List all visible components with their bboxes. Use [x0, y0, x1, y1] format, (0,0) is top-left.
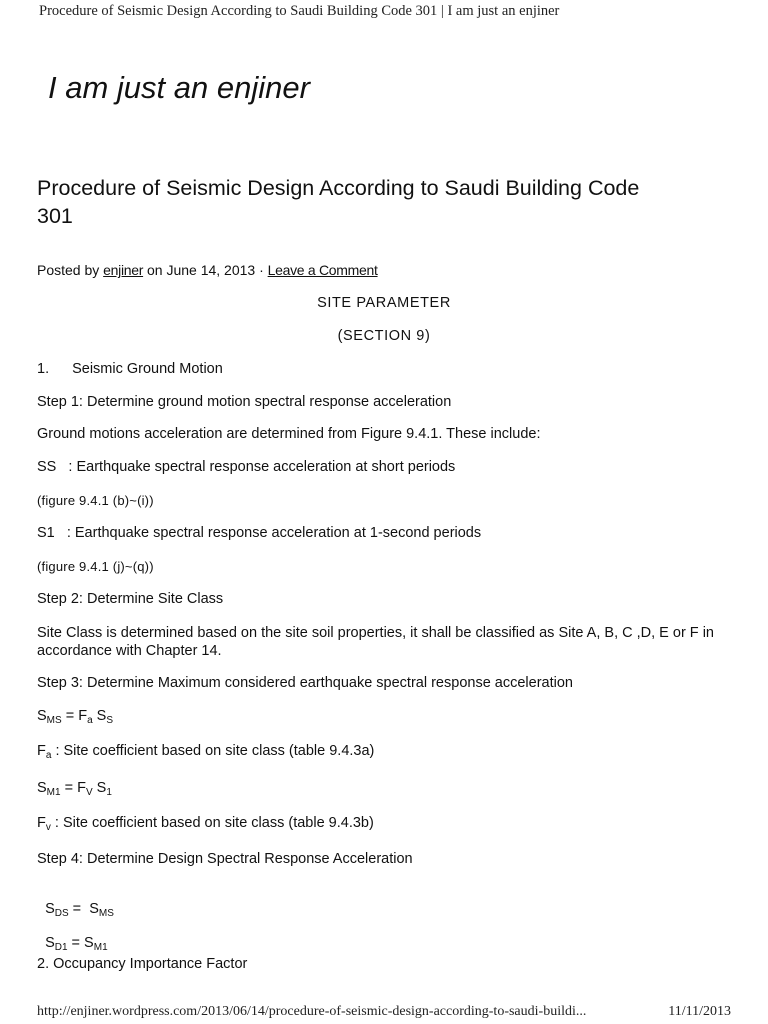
list-item-occupancy-importance: 2. Occupancy Importance Factor	[37, 956, 248, 972]
ground-motions-text: Ground motions acceleration are determined from Figure 9.4.1. These include:	[37, 426, 541, 442]
step-2: Step 2: Determine Site Class	[37, 591, 224, 607]
step-1: Step 1: Determine ground motion spectral response acceleration	[37, 394, 452, 410]
print-header: Procedure of Seismic Design According to Saudi Building Code 301 | I am just an enjiner	[39, 3, 560, 19]
section-heading: SITE PARAMETER	[317, 295, 451, 311]
leave-comment-link[interactable]: Leave a Comment	[267, 262, 378, 278]
post-title: Procedure of Seismic Design According to Saudi Building Code 301	[37, 176, 640, 228]
ss-definition: SS : Earthquake spectral response acceleration at short periods	[37, 459, 456, 475]
posted-by-label: Posted by	[37, 262, 100, 278]
list-item-number: 1.	[37, 361, 50, 377]
print-date: 11/11/2013	[668, 1004, 731, 1019]
list-item-text: Seismic Ground Motion	[72, 361, 223, 377]
print-footer	[37, 1004, 731, 1020]
site-title[interactable]: I am just an enjiner	[48, 70, 310, 105]
equation-sm1: $S_{M1} = F_V$ $S_1$	[37, 780, 112, 798]
s1-figure-ref: (figure 9.4.1 (j)~(q))	[37, 559, 154, 574]
equation-sms: $S_{MS} = F_a$ $S_S$	[37, 708, 113, 726]
site-class-text: Site Class is determined based on the site soil properties, it shall be classified as Site A, B, C ,D, E or F in accordance with Chapter 14.	[37, 625, 714, 659]
equation-sd1: $S_{D1} = S_{M1}$	[45, 935, 108, 953]
equation-sds: $S_{DS} = S_{MS}$	[45, 901, 114, 919]
page-url: http://enjiner.wordpress.com/2013/06/14/procedure-of-seismic-design-according-to-saudi-buildi...	[37, 1004, 587, 1019]
fa-definition: $F_a$ : Site coefficient based on site class (table 9.4.3a)	[37, 743, 375, 761]
section-number: (SECTION 9)	[337, 328, 431, 344]
fv-definition: $F_v$ : Site coefficient based on site class (table 9.4.3b)	[37, 815, 374, 833]
post-meta	[37, 262, 378, 278]
ss-figure-ref: (figure 9.4.1 (b)~(i))	[37, 493, 154, 508]
s1-definition: S1 : Earthquake spectral response acceleration at 1-second periods	[37, 525, 482, 541]
step-4: Step 4: Determine Design Spectral Response Acceleration	[37, 851, 413, 867]
author-link[interactable]: enjiner	[103, 262, 144, 278]
step-3: Step 3: Determine Maximum considered earthquake spectral response acceleration	[37, 675, 573, 691]
post-date: on June 14, 2013 ·	[146, 262, 264, 278]
list-item-seismic-ground-motion	[37, 361, 223, 377]
